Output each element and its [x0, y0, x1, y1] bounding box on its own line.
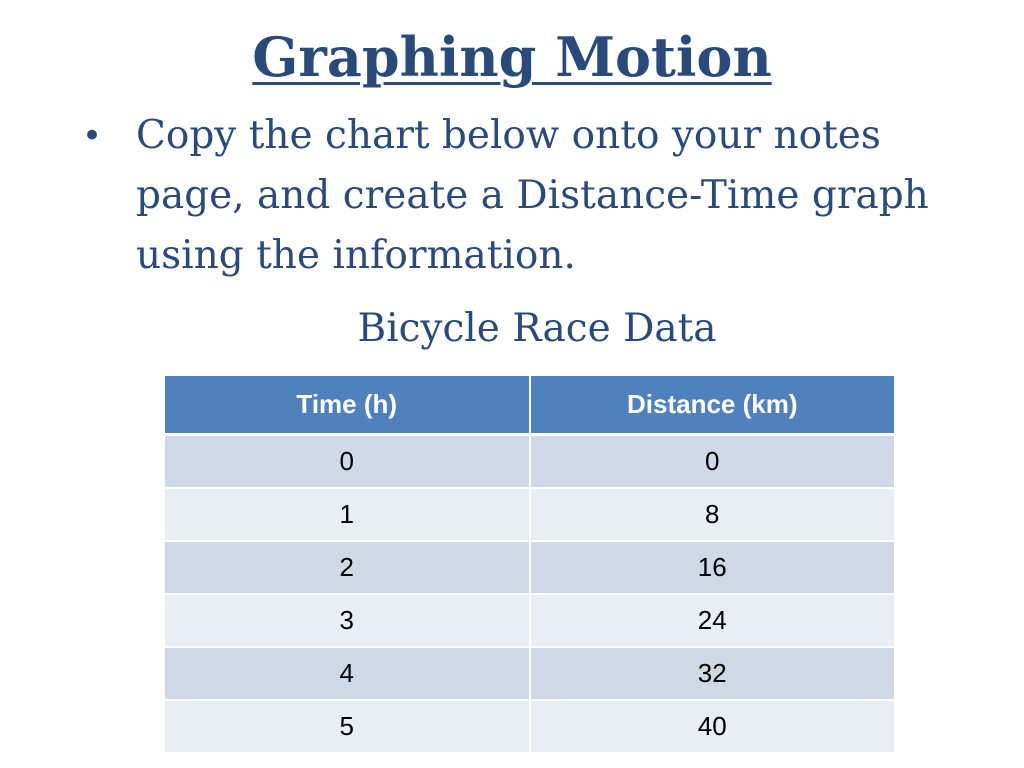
header-time: Time (h)	[164, 376, 530, 435]
table-row	[164, 647, 895, 700]
bicycle-race-table	[163, 376, 896, 754]
table-header-row	[164, 376, 895, 435]
cell-distance: 16	[530, 541, 896, 594]
cell-time: 5	[164, 700, 530, 753]
cell-time: 1	[164, 488, 530, 541]
bullet-icon: •	[82, 116, 103, 156]
slide-title	[0, 22, 1024, 92]
table-row	[164, 594, 895, 647]
cell-distance: 0	[530, 435, 896, 489]
cell-time: 0	[164, 435, 530, 489]
cell-distance: 32	[530, 647, 896, 700]
cell-distance: 8	[530, 488, 896, 541]
cell-time: 4	[164, 647, 530, 700]
table-row	[164, 541, 895, 594]
cell-time: 2	[164, 541, 530, 594]
cell-distance: 40	[530, 700, 896, 753]
table-row	[164, 435, 895, 489]
header-distance: Distance (km)	[530, 376, 896, 435]
cell-distance: 24	[530, 594, 896, 647]
table-row	[164, 488, 895, 541]
bullet-point	[82, 106, 962, 286]
bullet-text: Copy the chart below onto your notes page, and create a Distance-Time graph using the information.	[136, 113, 929, 278]
slide-title-text: Graphing Motion	[252, 25, 772, 89]
table-row	[164, 700, 895, 753]
table-caption: Bicycle Race Data	[357, 306, 717, 351]
cell-time: 3	[164, 594, 530, 647]
